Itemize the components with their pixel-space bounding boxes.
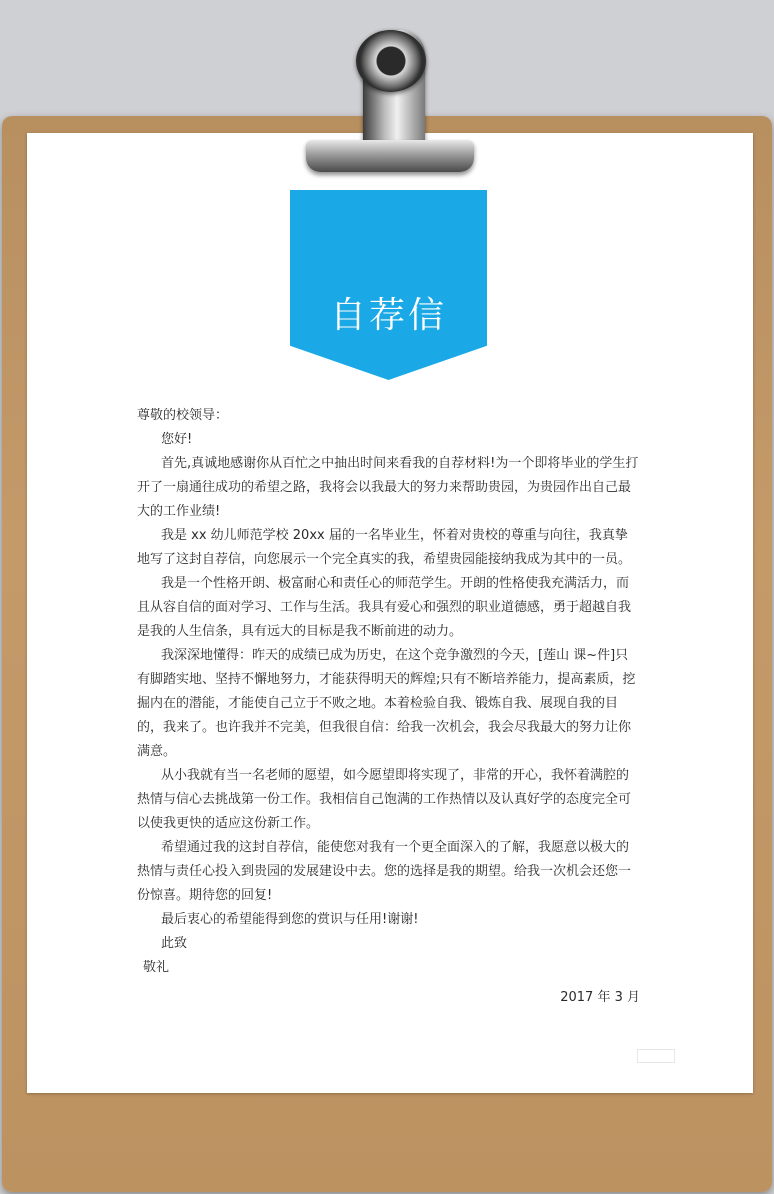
letter-paragraph: 我是 xx 幼儿师范学校 20xx 届的一名毕业生，怀着对贵校的尊重与向往，我真挚地写了这封自荐信，向您展示一个完全真实的我，希望贵园能接纳我成为其中的一员。 [137, 528, 632, 567]
letter-paragraph: 最后衷心的希望能得到您的赏识与任用!谢谢! [161, 912, 419, 927]
closing-regards: 敬礼 [143, 960, 170, 975]
salutation: 尊敬的校领导： [137, 408, 229, 423]
letter-paragraph: 我是一个性格开朗、极富耐心和责任心的师范学生。开朗的性格使我充满活力，而且从容自信的面对学习、工作与生活。我具有爱心和强烈的职业道德感，勇于超越自我是我的人生信条，具有远大的目标是我不断前进的动力。 [137, 576, 632, 639]
closing-line: 此致 [161, 936, 188, 951]
binder-clip-icon [306, 140, 474, 172]
letter-body [137, 404, 640, 1010]
greeting-hello: 您好! [161, 432, 193, 447]
binder-clip-ring-icon [356, 30, 426, 92]
title-ribbon [290, 190, 487, 380]
page-title: 自荐信 [329, 295, 447, 336]
letter-paragraph: 希望通过我的这封自荐信，能使您对我有一个更全面深入的了解，我愿意以极大的热情与责任心投入到贵园的发展建设中去。您的选择是我的期望。给我一次机会还您一份惊喜。期待您的回复! [137, 840, 632, 903]
letter-paragraph: 从小我就有当一名老师的愿望，如今愿望即将实现了，非常的开心，我怀着满腔的热情与信心去挑战第一份工作。我相信自己饱满的工作热情以及认真好学的态度完全可以使我更快的适应这份新工作。 [137, 768, 632, 831]
letter-paragraph: 首先,真诚地感谢你从百忙之中抽出时间来看我的自荐材料!为一个即将毕业的学生打开了一扇通往成功的希望之路，我将会以我最大的努力来帮助贵园，为贵园作出自己最大的工作业绩! [137, 456, 639, 519]
letter-paragraph: 我深深地懂得：昨天的成绩已成为历史，在这个竞争激烈的今天，[莲山 课~件]只有脚踏实地、坚持不懈地努力，才能获得明天的辉煌;只有不断培养能力，提高素质，挖掘内在的潜能，才能使自己立于不败之地。本着检验自我、锻炼自我、展现自我的目的，我来了。也许我并不完美，但我很自信：给我一次机会，我会尽我最大的努力让你满意。 [137, 648, 636, 759]
letter-date: 2017 年 3 月 [560, 990, 640, 1005]
blank-box [637, 1049, 675, 1063]
